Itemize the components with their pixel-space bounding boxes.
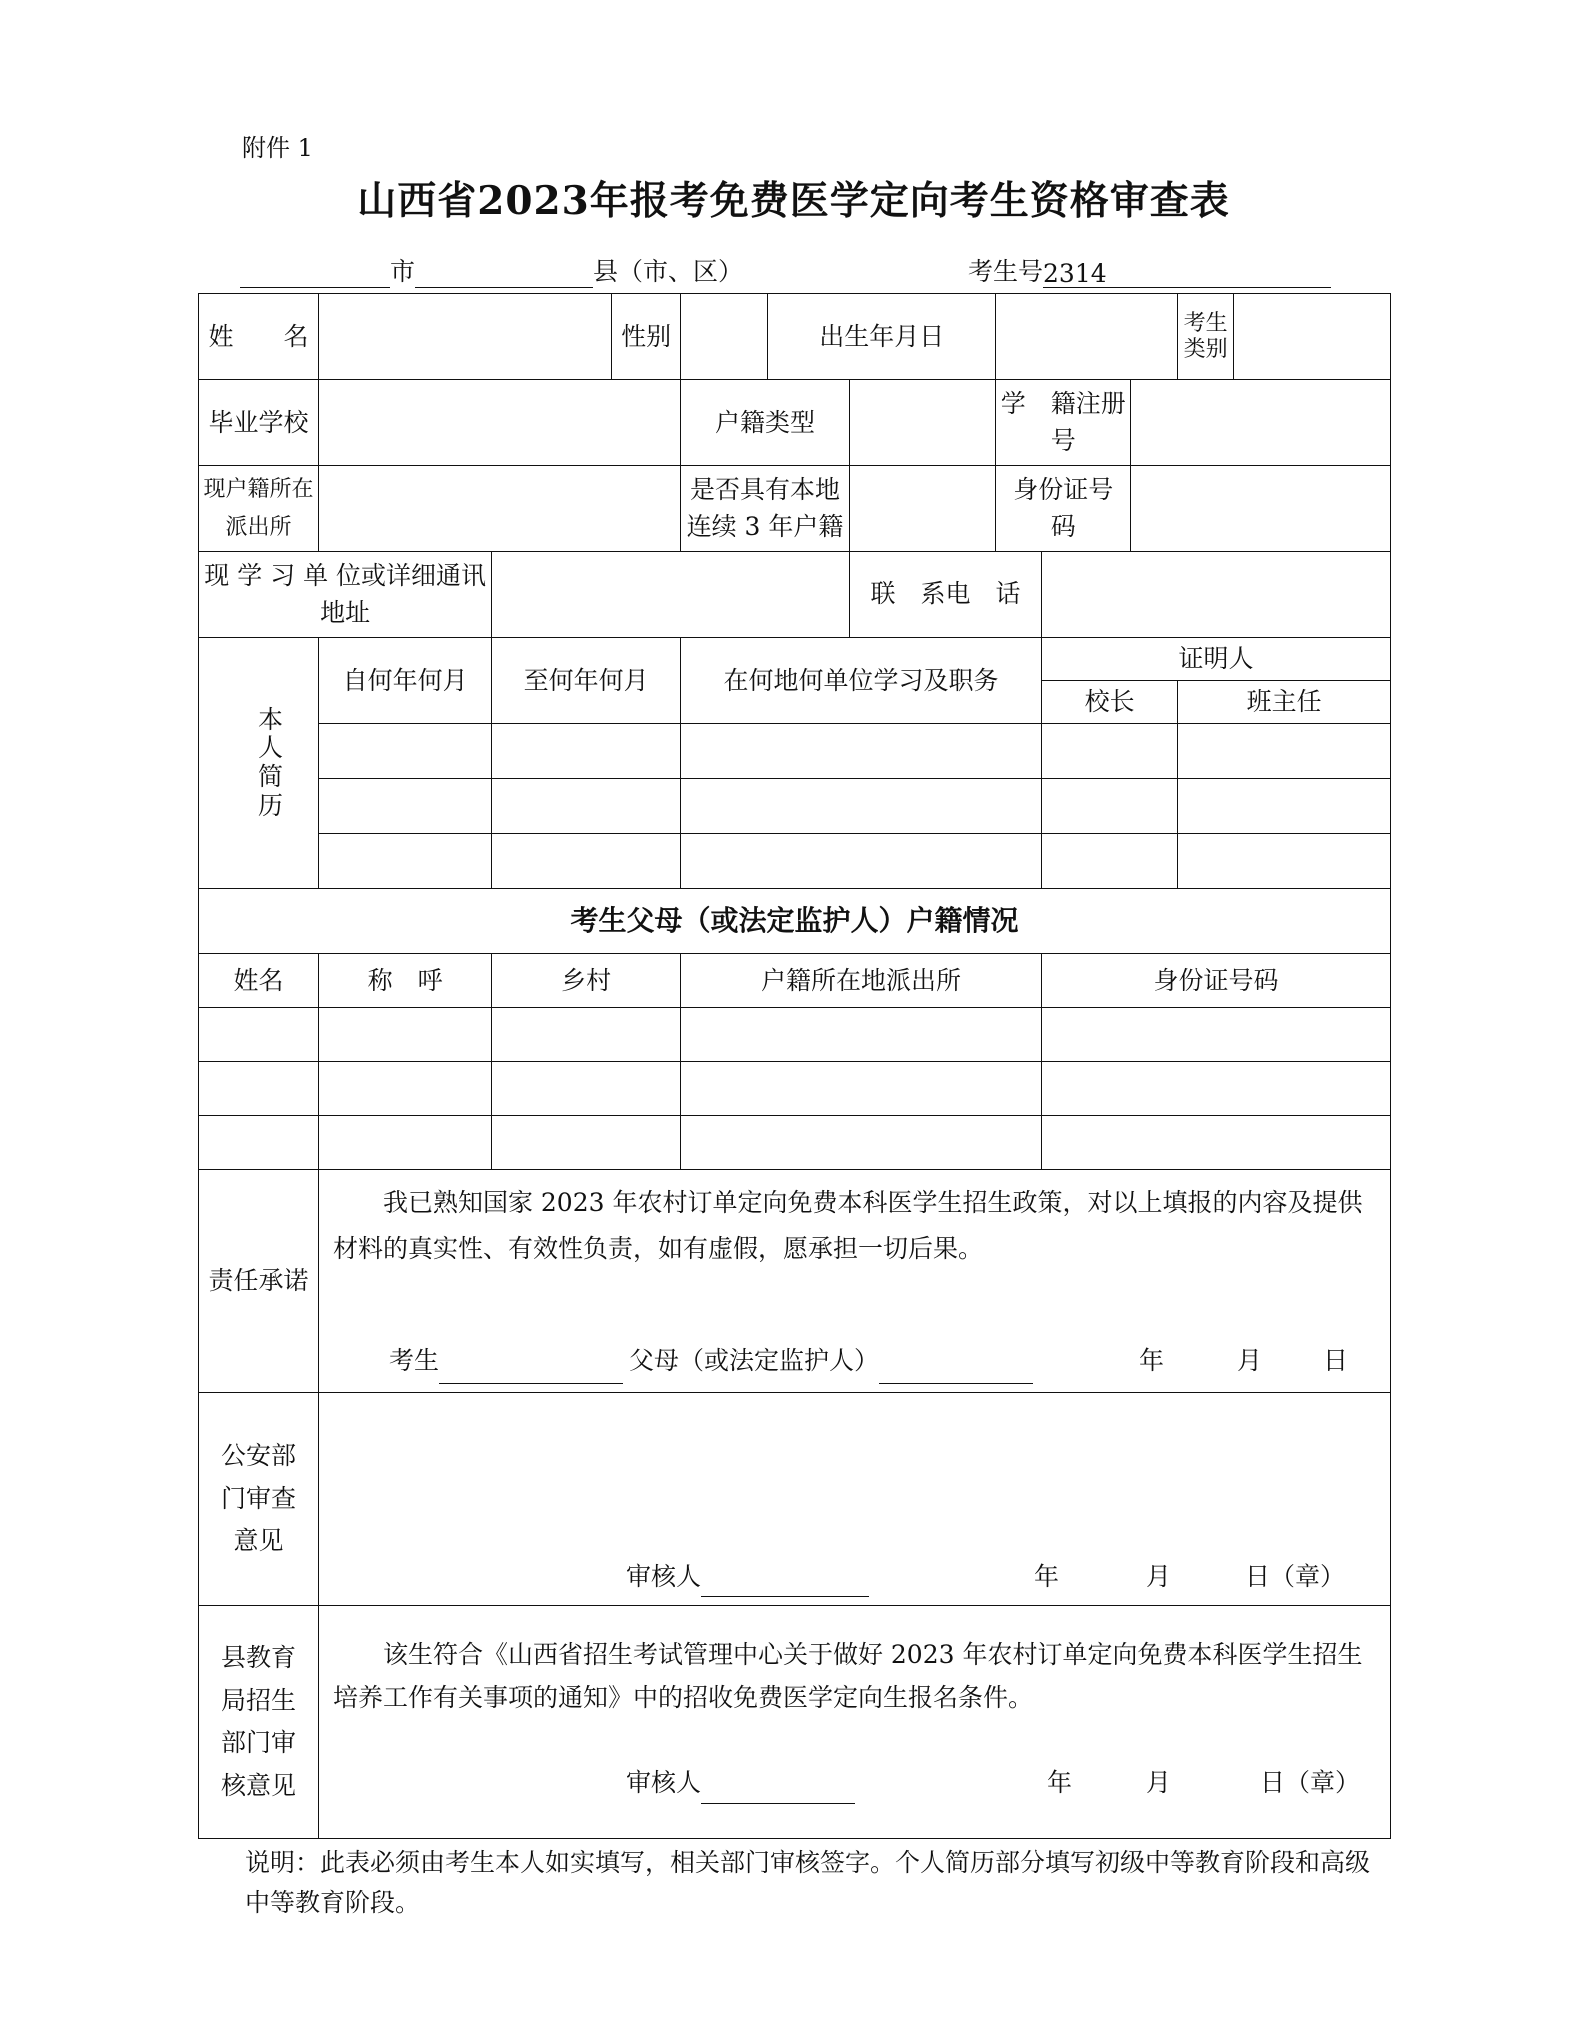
resume-to-field[interactable] <box>492 724 681 779</box>
hukou-type-label: 户籍类型 <box>681 380 850 466</box>
student-reg-no-label: 学 籍注册号 <box>996 380 1131 466</box>
parent-id-field[interactable] <box>1041 1116 1390 1170</box>
commit-month: 月 <box>1236 1345 1262 1375</box>
resume-row <box>199 834 1391 889</box>
resume-teacher-field[interactable] <box>1178 724 1391 779</box>
resume-from-label: 自何年何月 <box>318 638 491 724</box>
header-line <box>240 252 743 288</box>
category-field[interactable] <box>1233 294 1390 380</box>
resume-head-1 <box>199 638 1391 681</box>
resume-from-field[interactable] <box>318 834 491 889</box>
resume-teacher-field[interactable] <box>1178 779 1391 834</box>
local-3yr-label: 是否具有本地连续 3 年户籍 <box>681 466 850 552</box>
birth-label: 出生年月日 <box>768 294 996 380</box>
parents-section-row <box>199 889 1391 954</box>
phone-label: 联 系电 话 <box>850 552 1042 638</box>
local-3yr-field[interactable] <box>850 466 996 552</box>
parent-row <box>199 1116 1391 1170</box>
school-label: 毕业学校 <box>199 380 319 466</box>
edu-cell <box>318 1606 1390 1839</box>
police-reviewer-blank[interactable] <box>701 1568 869 1597</box>
parent-station-field[interactable] <box>681 1062 1042 1116</box>
address-field[interactable] <box>492 552 850 638</box>
police-year: 年 <box>1033 1562 1059 1591</box>
county-blank[interactable] <box>415 259 593 288</box>
parents-section-title: 考生父母（或法定监护人）户籍情况 <box>199 889 1391 954</box>
edu-label: 县教育局招生部门审核意见 <box>199 1606 319 1839</box>
gender-label: 性别 <box>612 294 681 380</box>
parent-id-label: 身份证号码 <box>1041 954 1390 1008</box>
resume-principal-field[interactable] <box>1041 779 1177 834</box>
edu-text: 该生符合《山西省招生考试管理中心关于做好 2023 年农村订单定向免费本科医学生招生培养工作有关事项的通知》中的招收免费医学定向生报名条件。 <box>332 1640 1363 1712</box>
county-label: 县（市、区） <box>593 257 744 286</box>
resume-row <box>199 779 1391 834</box>
address-label: 现 学 习 单 位或详细通讯地址 <box>199 552 492 638</box>
candidate-sign <box>389 1338 623 1384</box>
exam-no-label: 考生号 <box>968 257 1044 286</box>
police-day: 日（章） <box>1244 1562 1345 1591</box>
qualification-table <box>198 293 1391 1839</box>
police-reviewer-label: 审核人 <box>625 1562 701 1591</box>
parent-station-label: 户籍所在地派出所 <box>681 954 1042 1008</box>
parent-name-field[interactable] <box>199 1008 319 1062</box>
basic-row-2 <box>199 380 1391 466</box>
name-label: 姓 名 <box>199 294 319 380</box>
resume-where-field[interactable] <box>681 724 1042 779</box>
police-station-field[interactable] <box>318 466 680 552</box>
teacher-label: 班主任 <box>1178 681 1391 724</box>
parent-row <box>199 1062 1391 1116</box>
student-reg-no-field[interactable] <box>1131 380 1391 466</box>
parent-village-field[interactable] <box>492 1008 681 1062</box>
gender-field[interactable] <box>681 294 768 380</box>
parent-id-field[interactable] <box>1041 1062 1390 1116</box>
resume-from-field[interactable] <box>318 724 491 779</box>
category-label: 考生类别 <box>1178 294 1234 380</box>
police-label: 公安部门审查意见 <box>199 1393 319 1606</box>
parent-station-field[interactable] <box>681 1116 1042 1170</box>
resume-label: 本人简历 <box>199 638 319 889</box>
resume-teacher-field[interactable] <box>1178 834 1391 889</box>
basic-row-4 <box>199 552 1391 638</box>
commitment-row <box>199 1170 1391 1393</box>
edu-month: 月 <box>1145 1767 1171 1797</box>
commitment-label: 责任承诺 <box>199 1170 319 1393</box>
parent-sign <box>629 1338 1033 1384</box>
police-reviewer <box>626 1557 869 1597</box>
parent-relation-field[interactable] <box>318 1062 491 1116</box>
edu-row <box>199 1606 1391 1839</box>
birth-field[interactable] <box>996 294 1178 380</box>
hukou-type-field[interactable] <box>850 380 996 466</box>
parent-name-field[interactable] <box>199 1062 319 1116</box>
parent-relation-label: 称 呼 <box>318 954 491 1008</box>
resume-to-field[interactable] <box>492 834 681 889</box>
police-month: 月 <box>1145 1562 1171 1591</box>
page-title: 山西省2023年报考免费医学定向考生资格审查表 <box>357 178 1230 224</box>
witness-label: 证明人 <box>1041 638 1390 681</box>
parent-village-field[interactable] <box>492 1116 681 1170</box>
resume-row <box>199 724 1391 779</box>
parent-sign-blank[interactable] <box>879 1355 1033 1384</box>
basic-row-3 <box>199 466 1391 552</box>
name-field[interactable] <box>318 294 611 380</box>
police-row <box>199 1393 1391 1606</box>
commit-year: 年 <box>1138 1345 1164 1375</box>
parent-village-field[interactable] <box>492 1062 681 1116</box>
edu-reviewer <box>626 1762 855 1805</box>
parent-relation-field[interactable] <box>318 1116 491 1170</box>
principal-label: 校长 <box>1041 681 1177 724</box>
parent-sign-label: 父母（或法定监护人） <box>628 1345 879 1375</box>
exam-no-line <box>968 252 1331 288</box>
police-cell[interactable] <box>318 1393 1390 1606</box>
school-field[interactable] <box>318 380 680 466</box>
candidate-sign-blank[interactable] <box>439 1355 623 1384</box>
edu-year: 年 <box>1046 1767 1072 1797</box>
resume-where-label: 在何地何单位学习及职务 <box>681 638 1042 724</box>
attachment-label: 附件 1 <box>242 134 313 162</box>
police-station-label: 现户籍所在派出所 <box>199 466 319 552</box>
exam-no-value: 2314 <box>1043 259 1107 288</box>
city-label: 市 <box>390 257 416 286</box>
edu-reviewer-label: 审核人 <box>625 1767 701 1797</box>
footnote: 说明：此表必须由考生本人如实填写，相关部门审核签字。个人简历部分填写初级中等教育阶段和高级中等教育阶段。 <box>245 1848 1371 1917</box>
resume-to-field[interactable] <box>492 779 681 834</box>
city-blank[interactable] <box>240 259 390 288</box>
phone-field[interactable] <box>1041 552 1390 638</box>
edu-reviewer-blank[interactable] <box>701 1775 855 1804</box>
parent-id-field[interactable] <box>1041 1008 1390 1062</box>
parent-station-field[interactable] <box>681 1008 1042 1062</box>
resume-where-field[interactable] <box>681 834 1042 889</box>
exam-no-field[interactable] <box>1043 259 1331 288</box>
parent-relation-field[interactable] <box>318 1008 491 1062</box>
commit-day: 日 <box>1322 1345 1348 1375</box>
resume-to-label: 至何年何月 <box>492 638 681 724</box>
resume-principal-field[interactable] <box>1041 724 1177 779</box>
parents-head-row <box>199 954 1391 1008</box>
id-no-field[interactable] <box>1131 466 1391 552</box>
parent-name-label: 姓名 <box>199 954 319 1008</box>
id-no-label: 身份证号 码 <box>996 466 1131 552</box>
parent-name-field[interactable] <box>199 1116 319 1170</box>
candidate-label: 考生 <box>388 1345 439 1375</box>
resume-where-field[interactable] <box>681 779 1042 834</box>
parent-village-label: 乡村 <box>492 954 681 1008</box>
parent-row <box>199 1008 1391 1062</box>
commitment-text: 我已熟知国家 2023 年农村订单定向免费本科医学生招生政策，对以上填报的内容及提供材料的真实性、有效性负责，如有虚假，愿承担一切后果。 <box>332 1188 1363 1264</box>
edu-day: 日（章） <box>1259 1767 1360 1797</box>
resume-from-field[interactable] <box>318 779 491 834</box>
commitment-cell <box>318 1170 1390 1393</box>
basic-row-1 <box>199 294 1391 380</box>
resume-principal-field[interactable] <box>1041 834 1177 889</box>
